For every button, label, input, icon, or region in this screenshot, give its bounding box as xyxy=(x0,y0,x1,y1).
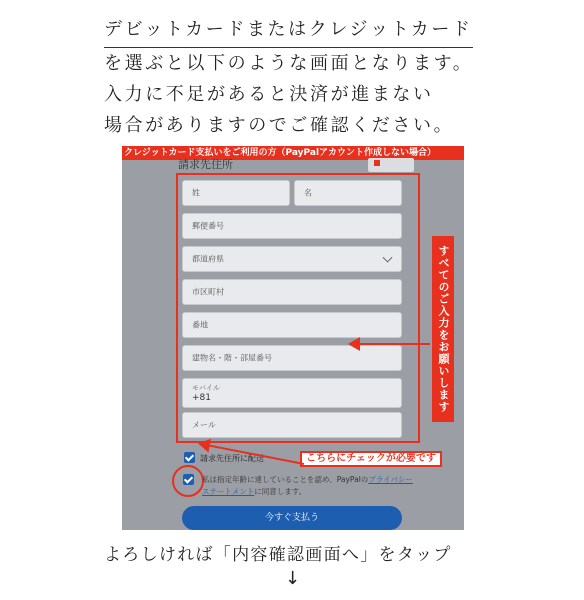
left-arrow-icon xyxy=(358,343,430,345)
intro-line-1: デビットカードまたはクレジットカード xyxy=(104,14,473,48)
ship-to-billing-checkbox[interactable] xyxy=(184,452,195,463)
intro-line-3: 入力に不足があると決済が進まない xyxy=(104,84,434,105)
check-required-callout: こちらにチェックが必要です xyxy=(300,451,442,467)
intro-text xyxy=(104,14,484,141)
statement-link[interactable]: ステートメント xyxy=(202,487,255,496)
pay-now-button[interactable]: 今すぐ支払う xyxy=(182,506,402,530)
privacy-link[interactable]: プライバシー xyxy=(368,475,413,484)
first-name-field[interactable]: 名 xyxy=(294,180,402,206)
red-marker-icon xyxy=(374,160,380,166)
terms-text: 私は指定年齢に達していることを認め、PayPalのプライバシー ステートメントに同意します。 xyxy=(202,475,413,496)
credit-card-banner: クレジットカード支払いをご利用の方（PayPalアカウント作成しない場合） xyxy=(122,146,464,160)
intro-line-2: を選ぶと以下のような画面となります。 xyxy=(104,53,474,74)
postal-code-field[interactable]: 郵便番号 xyxy=(182,213,402,239)
last-name-field[interactable]: 姓 xyxy=(182,180,290,206)
chevron-down-icon xyxy=(383,253,393,263)
billing-address-label: 請求先住所 xyxy=(178,158,233,171)
email-field[interactable]: メール xyxy=(182,412,402,438)
building-field[interactable]: 建物名・階・部屋番号 xyxy=(182,345,402,371)
tap-instruction: よろしければ「内容確認画面へ」をタップ xyxy=(104,545,452,565)
down-arrow-icon: ↓ xyxy=(285,568,301,589)
checkout-screenshot xyxy=(122,146,464,530)
mobile-field[interactable]: モバイル +81 xyxy=(182,378,402,408)
highlight-circle xyxy=(172,465,204,497)
all-fields-callout: すべてのご入力をお願いします xyxy=(432,236,454,422)
billing-select[interactable] xyxy=(368,158,414,172)
city-field[interactable]: 市区町村 xyxy=(182,279,402,305)
ship-to-billing-label: 請求先住所に配送 xyxy=(200,454,264,463)
address-field[interactable]: 番地 xyxy=(182,312,402,338)
intro-line-4: 場合がありますのでご確認ください。 xyxy=(104,115,455,136)
prefecture-select[interactable]: 都道府県 xyxy=(182,246,402,272)
